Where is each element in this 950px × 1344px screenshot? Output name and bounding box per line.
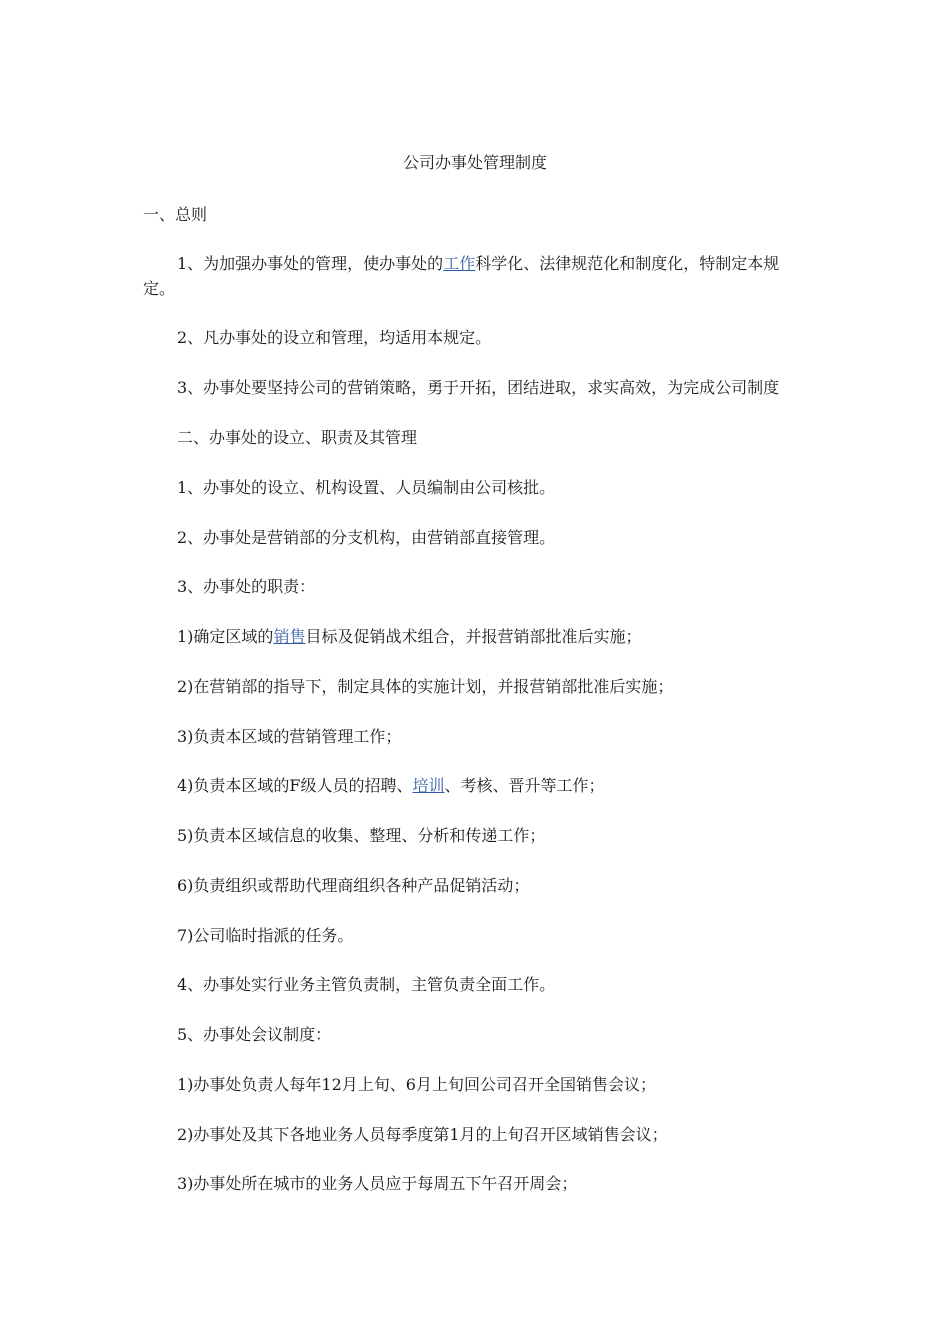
section-heading-general: 一、总则 — [143, 205, 208, 224]
duty-item-4 — [143, 773, 811, 798]
paragraph-1-purpose — [143, 251, 811, 301]
link-sales[interactable]: 销售 — [273, 627, 306, 646]
meeting-item-3: 3)办事处所在城市的业务人员应于每周五下午召开周会； — [177, 1174, 578, 1193]
paragraph-setup-4: 4、办事处实行业务主管负责制，主管负责全面工作。 — [177, 975, 556, 994]
link-training[interactable]: 培训 — [412, 776, 445, 795]
paragraph-setup-5: 5、办事处会议制度： — [177, 1025, 332, 1044]
section-heading-setup: 二、办事处的设立、职责及其管理 — [177, 428, 418, 447]
duty-item-6: 6)负责组织或帮助代理商组织各种产品促销活动； — [177, 876, 530, 895]
paragraph-setup-1: 1、办事处的设立、机构设置、人员编制由公司核批。 — [177, 478, 556, 497]
paragraph-text: 1、为加强办事处的管理，使办事处的 — [177, 254, 444, 273]
document-title: 公司办事处管理制度 — [402, 153, 547, 172]
paragraph-3-strategy: 3、办事处要坚持公司的营销策略，勇于开拓，团结进取，求实高效，为完成公司制度 — [177, 378, 780, 397]
paragraph-setup-3: 3、办事处的职责： — [177, 577, 316, 596]
paragraph-text: 目标及促销战术组合，并报营销部批准后实施； — [305, 627, 642, 646]
duty-item-2: 2)在营销部的指导下，制定具体的实施计划，并报营销部批准后实施； — [177, 677, 674, 696]
paragraph-text: 1)确定区域的 — [177, 627, 274, 646]
paragraph-text: 、考核、晋升等工作； — [444, 776, 605, 795]
link-work[interactable]: 工作 — [443, 254, 476, 273]
duty-item-1 — [143, 624, 811, 649]
paragraph-text: 科学化、法律规范化和制度化，特制定本规定。 — [143, 254, 780, 298]
meeting-item-1: 1)办事处负责人每年12月上旬、6月上旬回公司召开全国销售会议； — [177, 1075, 656, 1094]
duty-item-3: 3)负责本区域的营销管理工作； — [177, 727, 402, 746]
paragraph-text: 4)负责本区域的F级人员的招聘、 — [177, 776, 413, 795]
duty-item-5: 5)负责本区域信息的收集、整理、分析和传递工作； — [177, 826, 546, 845]
paragraph-2-scope: 2、凡办事处的设立和管理，均适用本规定。 — [177, 328, 492, 347]
paragraph-setup-2: 2、办事处是营销部的分支机构，由营销部直接管理。 — [177, 528, 556, 547]
meeting-item-2: 2)办事处及其下各地业务人员每季度第1月的上旬召开区域销售会议； — [177, 1125, 668, 1144]
duty-item-7: 7)公司临时指派的任务。 — [177, 926, 354, 945]
